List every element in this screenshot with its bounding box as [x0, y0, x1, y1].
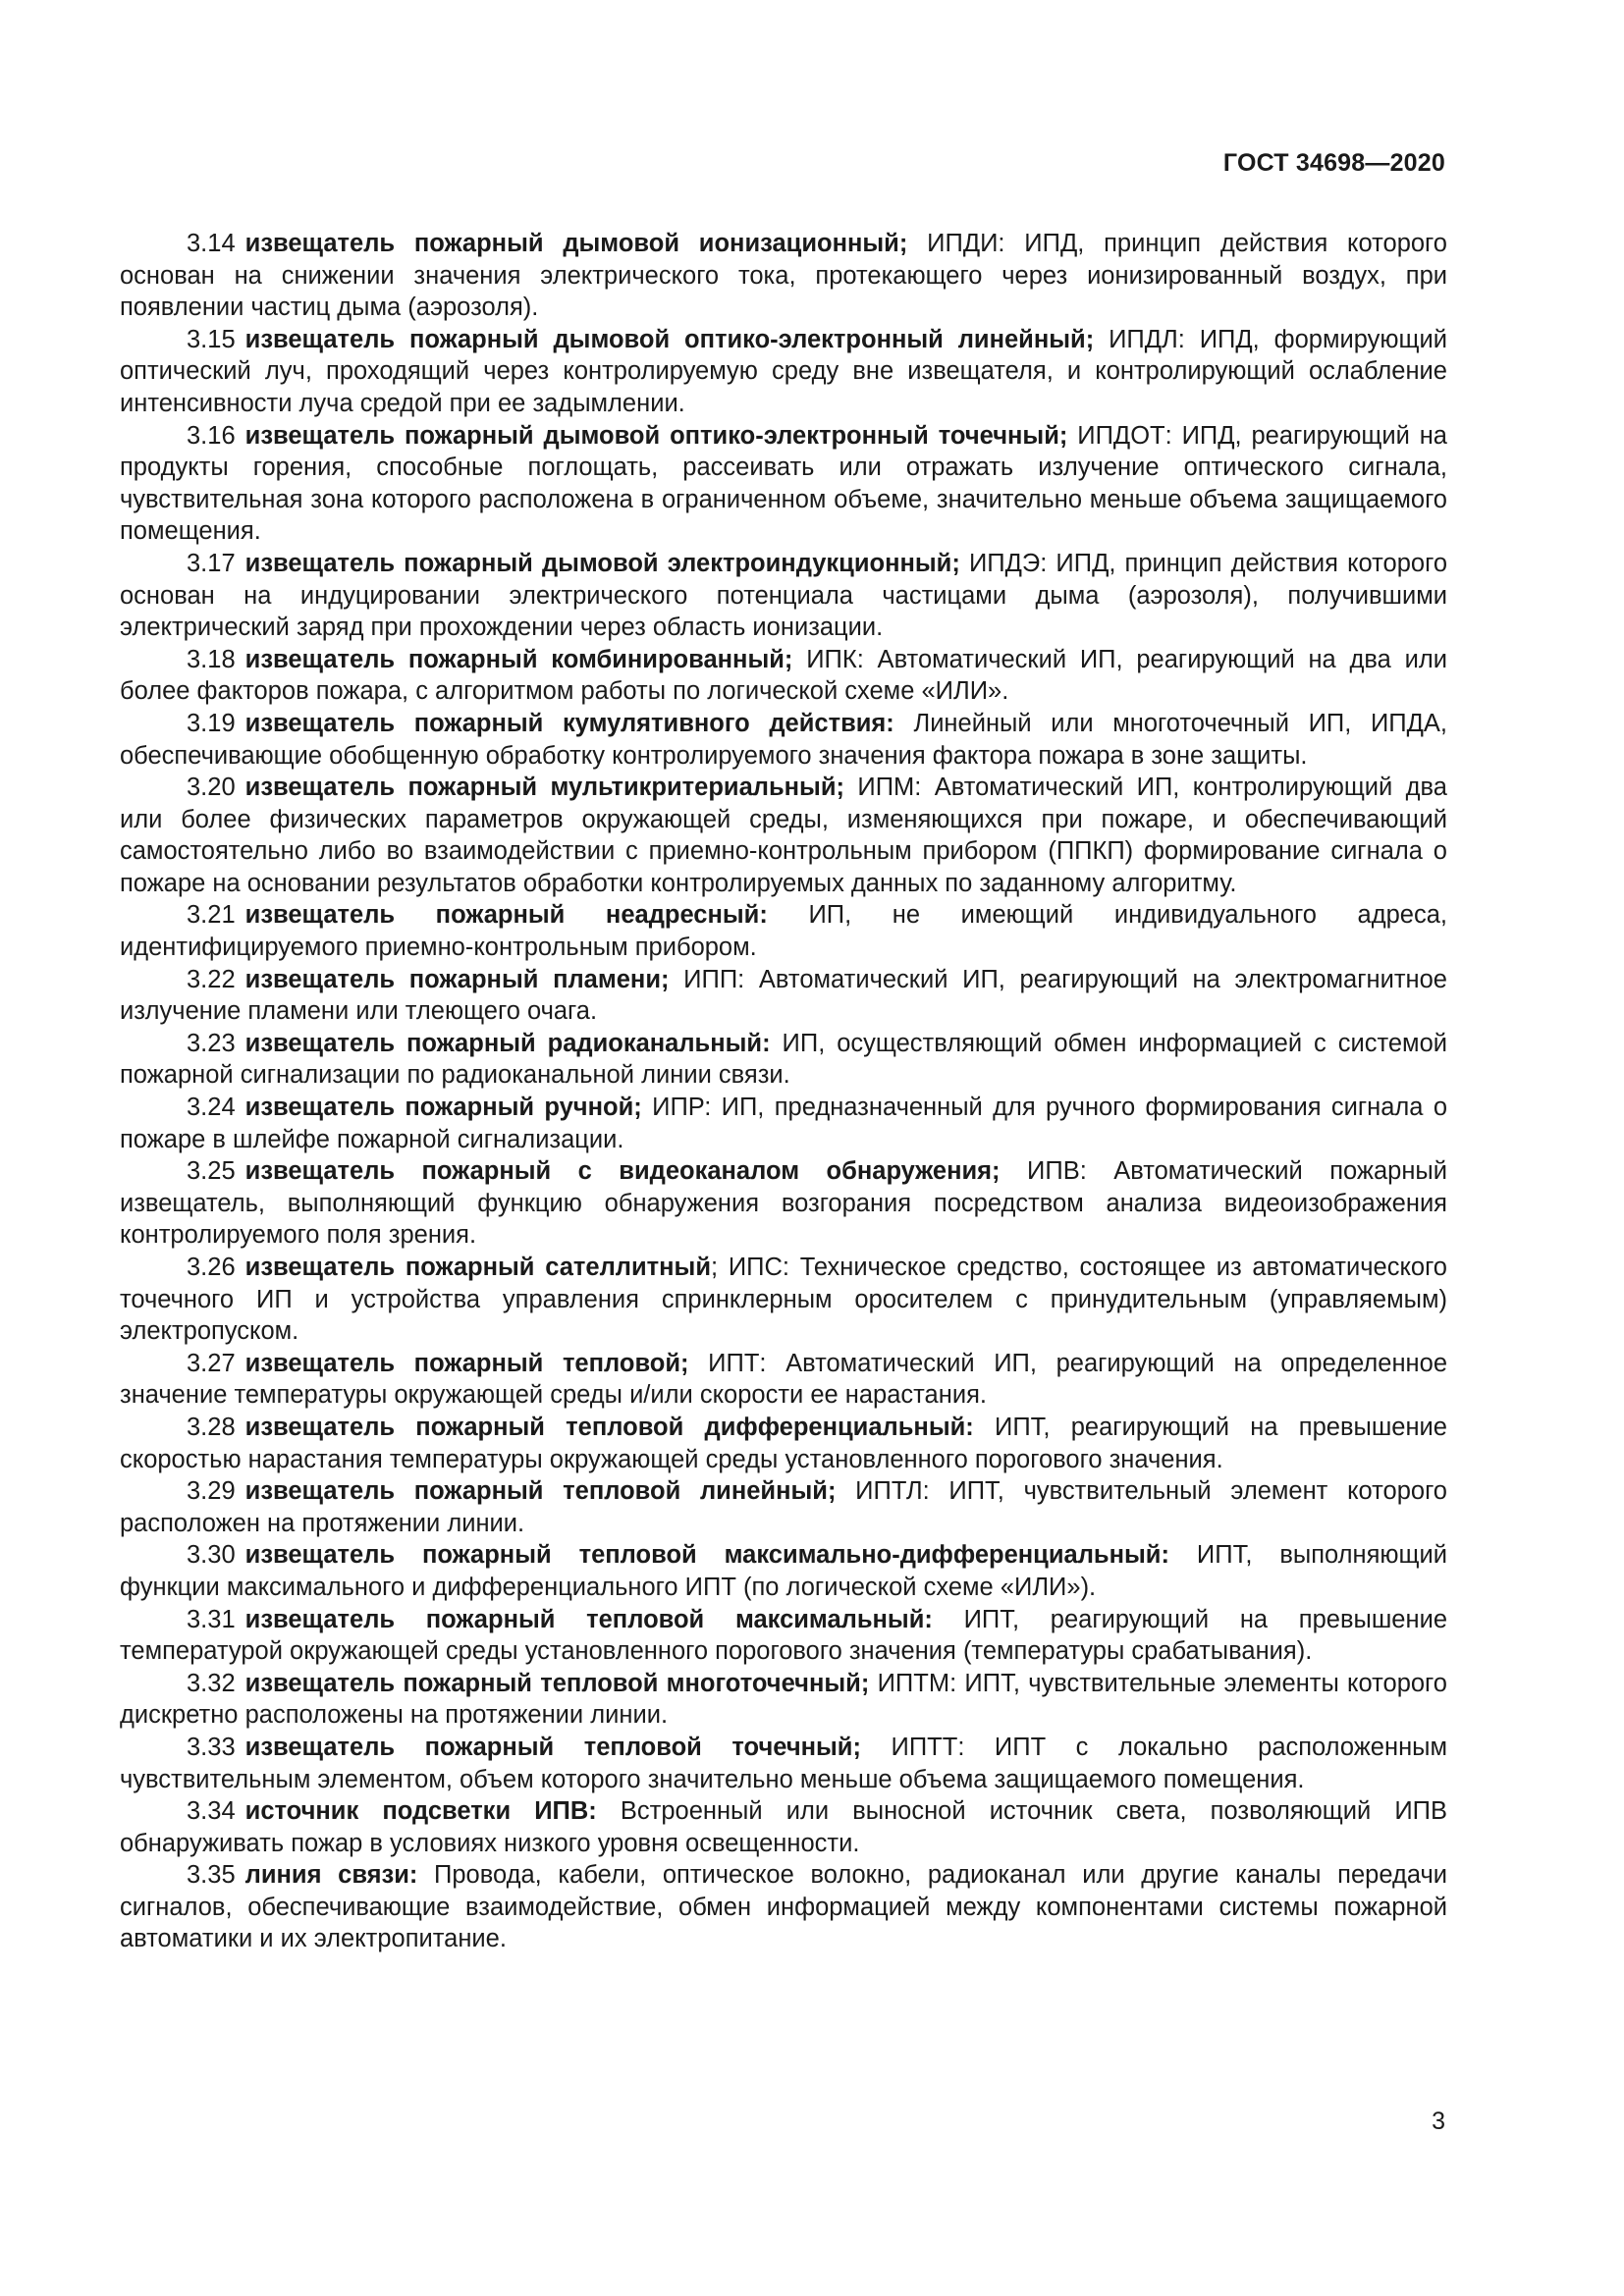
entry-definition: ИПДЛ: ИПД, формирующий оптический луч, проходящий через контролируемую среду вне извещателя, и контролирующий ослабление интенсивности луча средой при ее задымлении.	[120, 325, 1447, 417]
entry-number: 3.29	[187, 1477, 236, 1506]
entry-term: извещатель пожарный комбинированный;	[244, 645, 793, 673]
entry-definition: Провода, кабели, оптическое волокно, радиоканал или другие каналы передачи сигналов, обеспечивающие взаимодействие, обмен информацией между компонентами системы пожарной автоматики и их электропитание.	[120, 1861, 1447, 1953]
definition-entry	[120, 1604, 1447, 1668]
entry-definition: Встроенный или выносной источник света, позволяющий ИПВ обнаруживать пожар в условиях низкого уровня освещенности.	[120, 1797, 1447, 1857]
entry-definition: ИП, не имеющий индивидуального адреса, идентифицируемого приемно-контрольным прибором.	[120, 901, 1447, 962]
entry-term: извещатель пожарный с видеоканалом обнаружения;	[244, 1157, 1001, 1186]
entry-definition: ИПТ, выполняющий функции максимального и дифференциального ИПТ (по логической схеме «ИЛИ»).	[120, 1541, 1448, 1601]
definition-entry	[120, 1348, 1447, 1412]
definition-entry	[120, 644, 1447, 708]
entry-number: 3.15	[187, 325, 236, 353]
entry-definition: ИПДИ: ИПД, принцип действия которого основан на снижении значения электрического тока, протекающего через ионизированный воздух, при появлении частиц дыма (аэрозоля).	[120, 230, 1447, 322]
entry-term: линия связи:	[244, 1861, 418, 1890]
entry-number: 3.20	[187, 774, 236, 802]
definition-entry	[120, 772, 1447, 899]
entry-term: извещатель пожарный дымовой оптико-электронный точечный;	[244, 421, 1068, 450]
entry-number: 3.35	[187, 1861, 236, 1890]
entry-number: 3.27	[187, 1349, 236, 1377]
entry-definition: ИПВ: Автоматический пожарный извещатель, выполняющий функцию обнаружения возгорания посредством анализа видеоизображения контролируемого поля зрения.	[120, 1157, 1447, 1250]
entry-definition: ИПТ: Автоматический ИП, реагирующий на определенное значение температуры окружающей среды и/или скорости ее нарастания.	[120, 1349, 1447, 1410]
definition-entry	[120, 228, 1447, 324]
definition-entry	[120, 1092, 1447, 1155]
entry-number: 3.30	[187, 1541, 236, 1570]
entry-term: извещатель пожарный тепловой максимальный:	[244, 1605, 933, 1633]
definition-entry	[120, 420, 1447, 548]
entry-term: источник подсветки ИПВ:	[244, 1797, 597, 1826]
entry-number: 3.31	[187, 1605, 236, 1633]
entry-term: извещатель пожарный тепловой максимально-дифференциальный:	[244, 1541, 1169, 1570]
entry-number: 3.26	[187, 1254, 236, 1281]
entry-definition: ИПП: Автоматический ИП, реагирующий на электромагнитное излучение пламени или тлеющего очага.	[120, 965, 1447, 1026]
definition-entry	[120, 324, 1447, 420]
entry-number: 3.19	[187, 709, 236, 737]
entry-term: извещатель пожарный неадресный:	[244, 901, 768, 930]
definition-entry	[120, 1732, 1447, 1795]
entry-number: 3.28	[187, 1413, 236, 1441]
entry-term: извещатель пожарный ручной;	[244, 1094, 642, 1122]
definition-entry	[120, 1475, 1447, 1539]
entry-number: 3.32	[187, 1669, 236, 1697]
page-number: 3	[1432, 2108, 1445, 2135]
definitions-list	[120, 228, 1447, 1955]
entry-term: извещатель пожарный кумулятивного действия:	[244, 709, 894, 737]
definition-entry	[120, 1155, 1447, 1252]
entry-number: 3.16	[187, 421, 236, 450]
definition-entry	[120, 899, 1447, 963]
entry-number: 3.17	[187, 549, 236, 577]
definition-entry	[120, 1252, 1447, 1348]
entry-definition: ИПК: Автоматический ИП, реагирующий на два или более факторов пожара, с алгоритмом работы по логической схеме «ИЛИ».	[120, 645, 1447, 706]
definition-entry	[120, 548, 1447, 644]
entry-term: извещатель пожарный дымовой ионизационный;	[244, 230, 908, 257]
definition-entry	[120, 1539, 1447, 1603]
entry-number: 3.14	[187, 230, 236, 257]
entry-number: 3.18	[187, 645, 236, 673]
entry-term: извещатель пожарный тепловой линейный;	[244, 1477, 837, 1506]
entry-definition: ИПТЛ: ИПТ, чувствительный элемент которого расположен на протяжении линии.	[120, 1477, 1447, 1537]
entry-term: извещатель пожарный тепловой;	[244, 1349, 689, 1377]
document-header: ГОСТ 34698—2020	[1222, 149, 1445, 177]
entry-number: 3.21	[187, 901, 236, 930]
entry-definition: ИПДОТ: ИПД, реагирующий на продукты горения, способные поглощать, рассеивать или отражать излучение оптического сигнала, чувствительная зона которого расположена в ограниченном объеме, значительно меньше объема защищаемого помещения.	[120, 421, 1447, 546]
entry-number: 3.23	[187, 1029, 236, 1057]
entry-definition: ИПМ: Автоматический ИП, контролирующий два или более физических параметров окружающей среды, изменяющихся при пожаре, и обеспечивающий самостоятельно либо во взаимодействии с приемно-контрольным прибором (ППКП) формирование сигнала о пожаре на основании результатов обработки контролируемых данных по заданному алгоритму.	[120, 774, 1447, 897]
entry-definition: ИП, осуществляющий обмен информацией с системой пожарной сигнализации по радиоканальной линии связи.	[120, 1029, 1447, 1090]
entry-definition: ИПТМ: ИПТ, чувствительные элементы которого дискретно расположены на протяжении линии.	[120, 1669, 1447, 1730]
entry-number: 3.24	[187, 1094, 236, 1122]
definition-entry	[120, 1668, 1447, 1732]
definition-entry	[120, 1028, 1447, 1092]
definition-entry	[120, 964, 1447, 1028]
entry-number: 3.25	[187, 1157, 236, 1186]
entry-term: извещатель пожарный дымовой электроиндукционный;	[244, 549, 960, 577]
entry-definition: ИПТТ: ИПТ с локально расположенным чувствительным элементом, объем которого значительно меньше объема защищаемого помещения.	[120, 1733, 1448, 1793]
entry-definition: ; ИПС: Техническое средство, состоящее из автоматического точечного ИП и устройства управления спринклерным оросителем с принудительным (управляемым) электропуском.	[120, 1254, 1447, 1346]
entry-term: извещатель пожарный тепловой дифференциальный:	[244, 1413, 974, 1441]
entry-term: извещатель пожарный тепловой точечный;	[244, 1733, 861, 1761]
entry-definition: ИПДЭ: ИПД, принцип действия которого основан на индуцировании электрического потенциала частицами дыма (аэрозоля), получившими электрический заряд при прохождении через область ионизации.	[120, 549, 1447, 642]
entry-definition: ИПТ, реагирующий на превышение температурой окружающей среды установленного порогового значения (температуры срабатывания).	[120, 1605, 1447, 1666]
entry-term: извещатель пожарный мультикритериальный;	[244, 774, 844, 802]
entry-term: извещатель пожарный дымовой оптико-электронный линейный;	[244, 325, 1095, 353]
entry-number: 3.34	[187, 1797, 236, 1826]
entry-definition: Линейный или многоточечный ИП, ИПДА, обеспечивающие обобщенную обработку контролируемого значения фактора пожара в зоне защиты.	[120, 709, 1447, 770]
entry-definition: ИПР: ИП, предназначенный для ручного формирования сигнала о пожаре в шлейфе пожарной сигнализации.	[120, 1094, 1447, 1153]
definition-entry	[120, 1859, 1447, 1955]
entry-term: извещатель пожарный сателлитный	[244, 1254, 711, 1281]
entry-term: извещатель пожарный пламени;	[244, 965, 670, 993]
entry-definition: ИПТ, реагирующий на превышение скоростью нарастания температуры окружающей среды установленного порогового значения.	[120, 1413, 1447, 1473]
entry-term: извещатель пожарный тепловой многоточечный;	[244, 1669, 870, 1697]
entry-number: 3.33	[187, 1733, 236, 1761]
entry-term: извещатель пожарный радиоканальный:	[244, 1029, 771, 1057]
definition-entry	[120, 1412, 1447, 1475]
definition-entry	[120, 1795, 1447, 1859]
definition-entry	[120, 708, 1447, 772]
entry-number: 3.22	[187, 965, 236, 993]
